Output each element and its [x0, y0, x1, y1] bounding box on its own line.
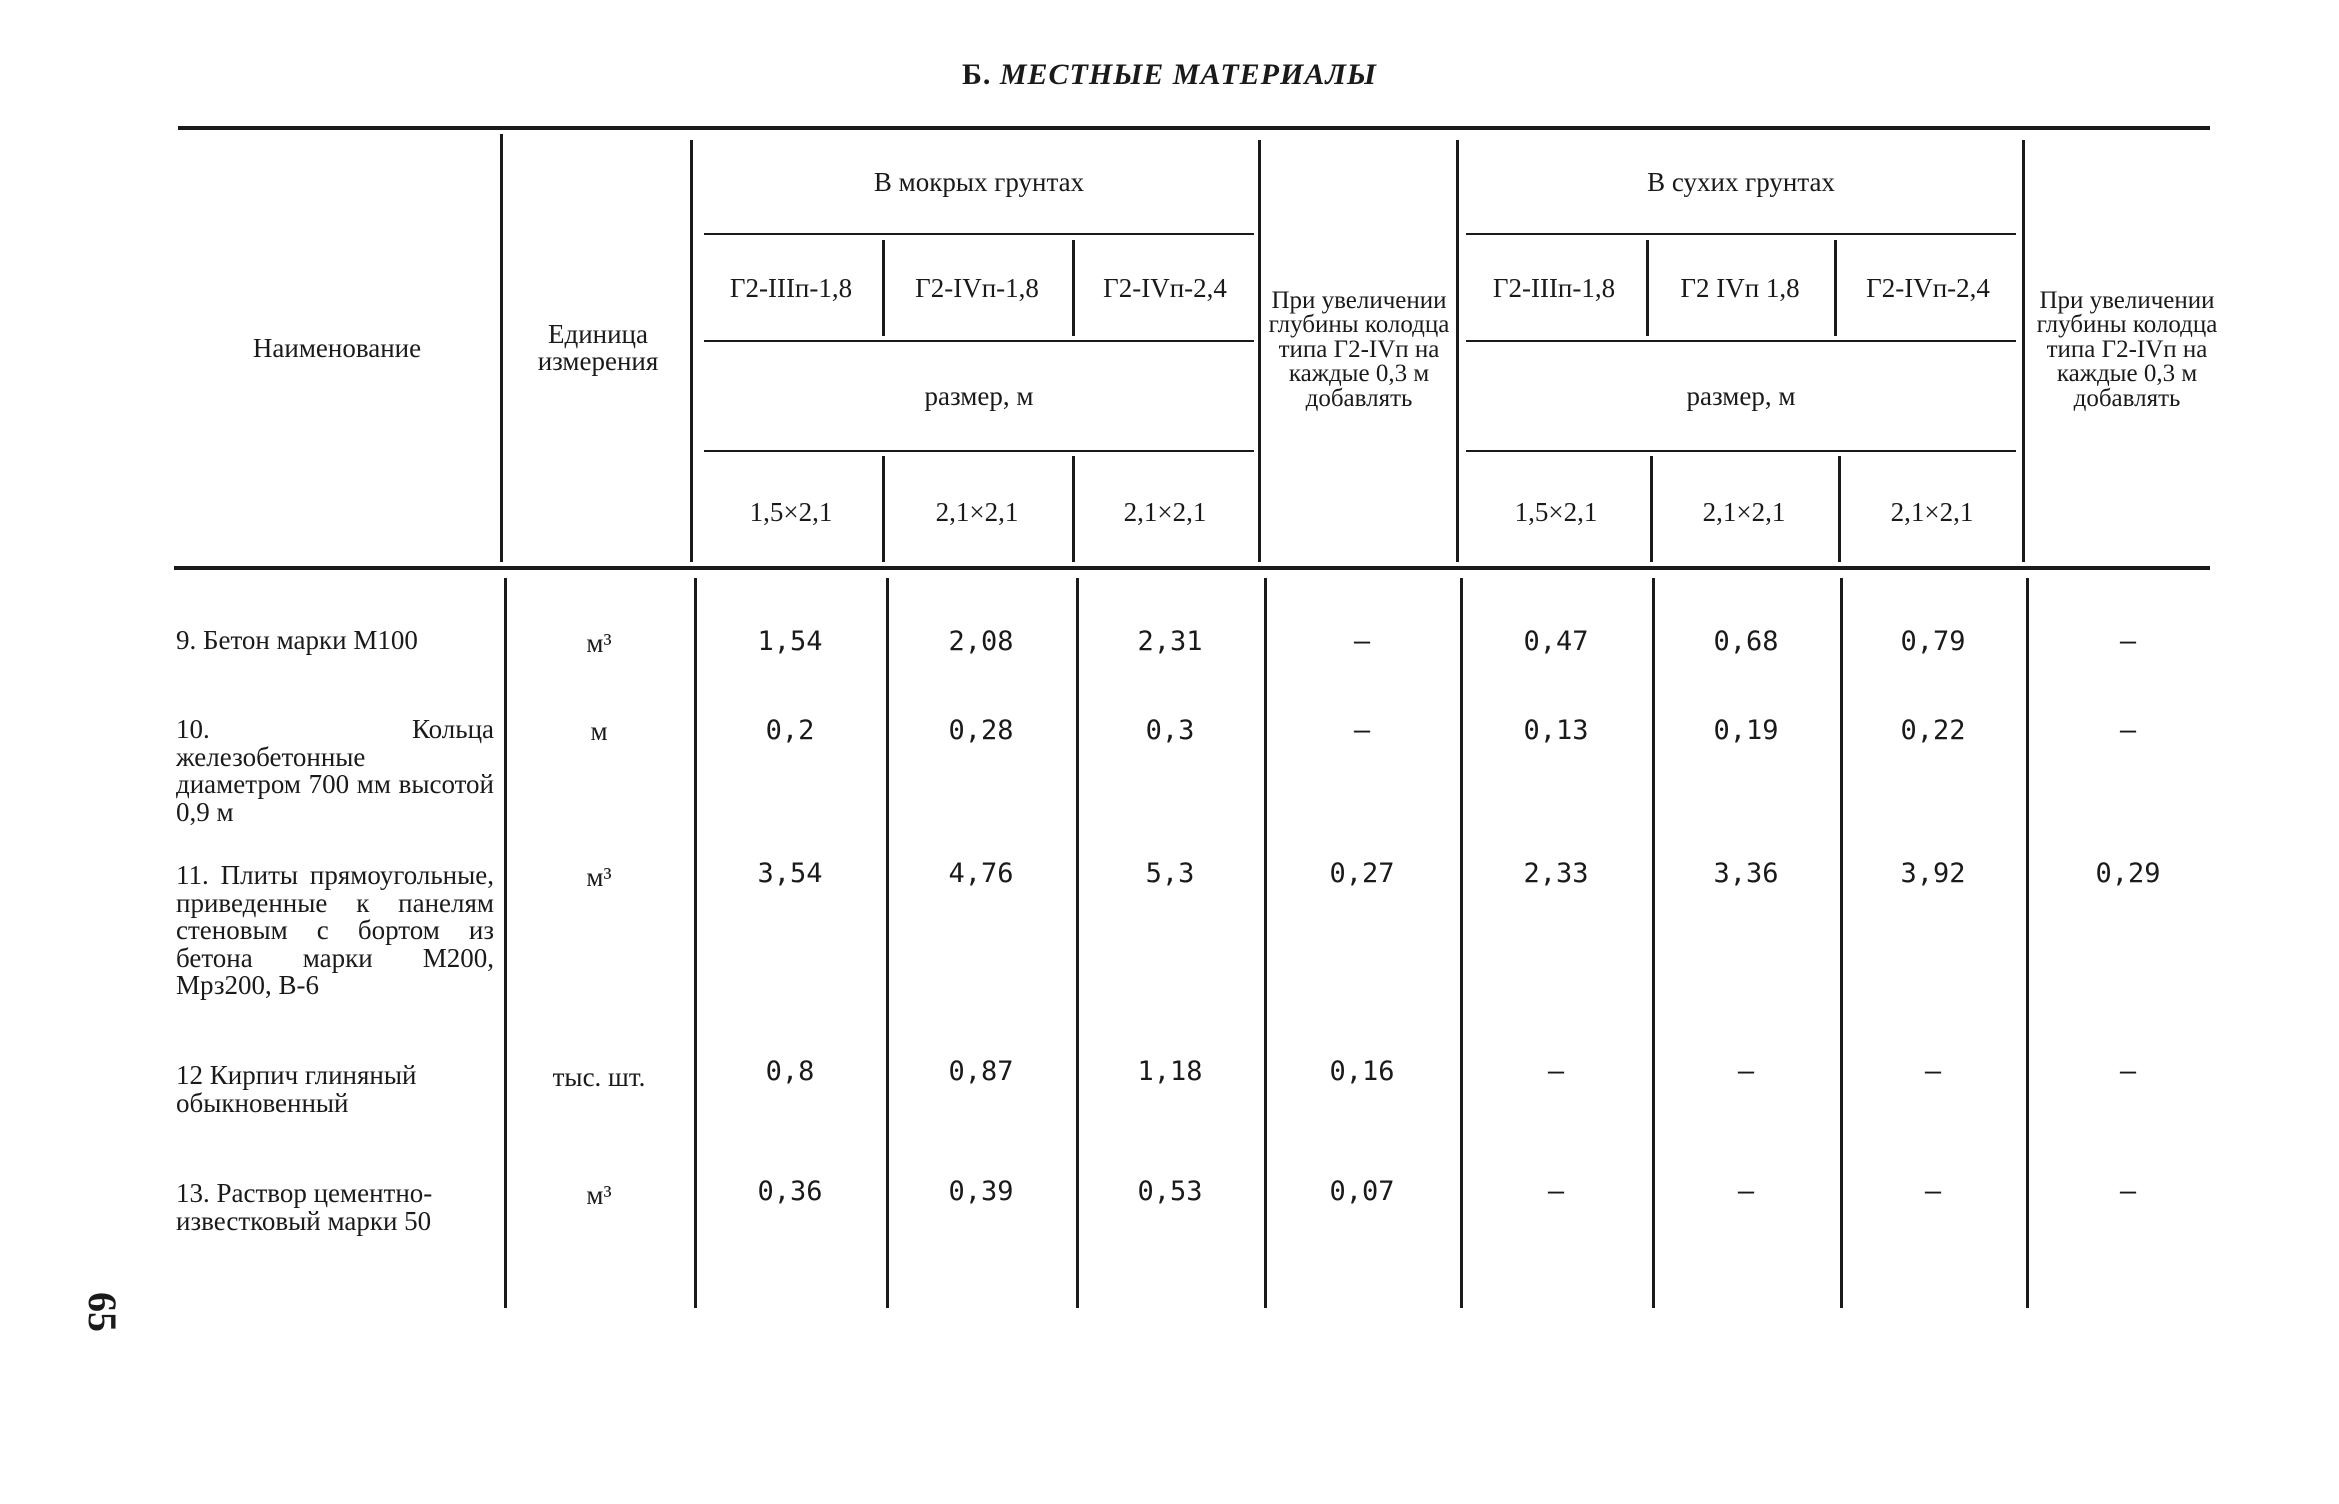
dry-type-2: Г2 IVп 1,8 — [1680, 272, 1800, 303]
row-12-dry-3: — — [1924, 1056, 1942, 1087]
col-divider-wet1-wet2-sizes — [882, 456, 885, 562]
row-12-dry-2: — — [1737, 1056, 1755, 1087]
header-name: Наименование — [252, 332, 422, 363]
wet-type-2: Г2-IVп-1,8 — [915, 272, 1039, 303]
row-9-dry-extra: — — [2119, 626, 2137, 657]
wet-types-rule — [704, 340, 1254, 342]
dry-size-label: размер, м — [1686, 380, 1796, 411]
header-wet-group: В мокрых грунтах — [873, 166, 1085, 197]
dry-size-1: 1,5×2,1 — [1514, 496, 1598, 527]
dry-size-rule — [1466, 450, 2016, 452]
col-divider-wet1-wet2 — [882, 240, 885, 336]
row-10-dry-2: 0,19 — [1713, 715, 1779, 746]
row-9-wet-2: 2,08 — [948, 626, 1014, 657]
row-11-dry-2: 3,36 — [1713, 858, 1779, 889]
row-13-dry-extra: — — [2119, 1176, 2137, 1207]
row-12-wet-2: 0,87 — [948, 1056, 1014, 1087]
row-10-name: 10. Кольца железобетонные диаметром 700 мм высотой 0,9 м — [176, 714, 494, 827]
wet-size-rule — [704, 450, 1254, 452]
dry-type-1: Г2-IIIп-1,8 — [1492, 272, 1616, 303]
col-divider-unit-wet — [690, 140, 693, 562]
row-10-unit: м — [590, 716, 608, 746]
col-divider-dry2-dry3-sizes — [1838, 456, 1841, 562]
row-12-dry-extra: — — [2119, 1056, 2137, 1087]
row-13-wet-extra: 0,07 — [1329, 1176, 1395, 1207]
header-bottom-rule — [174, 566, 2210, 570]
wet-size-1: 1,5×2,1 — [749, 496, 833, 527]
row-9-wet-1: 1,54 — [757, 626, 823, 657]
col-divider-name-unit — [500, 134, 503, 562]
row-9-dry-2: 0,68 — [1713, 626, 1779, 657]
col-divider-dry2-dry3 — [1834, 240, 1837, 336]
row-13-wet-1: 0,36 — [757, 1176, 823, 1207]
row-10-wet-extra: — — [1353, 715, 1371, 746]
row-9-dry-3: 0,79 — [1900, 626, 1966, 657]
dry-type-3: Г2-IVп-2,4 — [1866, 272, 1990, 303]
row-10-wet-2: 0,28 — [948, 715, 1014, 746]
row-11-name: 11. Плиты прямоугольные, приведенные к панелям стеновым с бортом из бетона марки М200, Мрз200, В-6 — [176, 860, 494, 1001]
row-12-unit: тыс. шт. — [552, 1062, 646, 1092]
row-12-wet-1: 0,8 — [765, 1056, 815, 1087]
row-9-wet-extra: — — [1353, 626, 1371, 657]
col-divider-wet-extra — [1258, 140, 1261, 562]
row-9-name: 9. Бетон марки М100 — [176, 625, 418, 655]
row-11-wet-extra: 0,27 — [1329, 858, 1395, 889]
row-11-wet-2: 4,76 — [948, 858, 1014, 889]
row-13-unit: м³ — [586, 1180, 612, 1210]
wet-size-3: 2,1×2,1 — [1123, 496, 1207, 527]
row-13-name: 13. Раствор цементно-известковый марки 50 — [176, 1178, 433, 1236]
dry-size-2: 2,1×2,1 — [1702, 496, 1786, 527]
row-11-wet-1: 3,54 — [757, 858, 823, 889]
header-extra-dry: При увеличении глубины колодца типа Г2-IVп на каждые 0,3 м добавлять — [2036, 286, 2218, 412]
row-12-wet-extra: 0,16 — [1329, 1056, 1395, 1087]
row-9-wet-3: 2,31 — [1137, 626, 1203, 657]
header-unit: Единица измерения — [537, 319, 659, 376]
row-11-wet-3: 5,3 — [1145, 858, 1195, 889]
row-10-wet-3: 0,3 — [1145, 715, 1195, 746]
col-divider-wet2-wet3 — [1072, 240, 1075, 336]
wet-type-3: Г2-IVп-2,4 — [1103, 272, 1227, 303]
row-9-unit: м³ — [586, 628, 612, 658]
row-11-dry-1: 2,33 — [1523, 858, 1589, 889]
col-divider-dry1-dry2 — [1646, 240, 1649, 336]
wet-group-rule — [704, 233, 1254, 235]
page-number: 65 — [80, 1292, 125, 1332]
table-top-rule — [178, 126, 2210, 130]
row-11-unit: м³ — [586, 862, 612, 892]
row-13-wet-2: 0,39 — [948, 1176, 1014, 1207]
row-13-dry-3: — — [1924, 1176, 1942, 1207]
section-title-text: МЕСТНЫЕ МАТЕРИАЛЫ — [999, 58, 1377, 91]
section-title — [0, 58, 2339, 92]
row-10-dry-1: 0,13 — [1523, 715, 1589, 746]
header-dry-group: В сухих грунтах — [1647, 166, 1835, 197]
row-9-dry-1: 0,47 — [1523, 626, 1589, 657]
col-divider-dry-extra — [2022, 140, 2025, 562]
wet-type-1: Г2-IIIп-1,8 — [729, 272, 853, 303]
dry-group-rule — [1466, 233, 2016, 235]
col-divider-wet2-wet3-sizes — [1072, 456, 1075, 562]
row-11-dry-3: 3,92 — [1900, 858, 1966, 889]
header-extra-wet: При увеличении глубины колодца типа Г2-IVп на каждые 0,3 м добавлять — [1268, 286, 1450, 412]
row-10-dry-3: 0,22 — [1900, 715, 1966, 746]
row-10-wet-1: 0,2 — [765, 715, 815, 746]
col-divider-extra-dry — [1456, 140, 1459, 562]
wet-size-label: размер, м — [924, 380, 1034, 411]
dry-size-3: 2,1×2,1 — [1890, 496, 1974, 527]
row-10-dry-extra: — — [2119, 715, 2137, 746]
row-12-dry-1: — — [1547, 1056, 1565, 1087]
section-letter: Б. — [962, 58, 992, 91]
row-13-dry-2: — — [1737, 1176, 1755, 1207]
wet-size-2: 2,1×2,1 — [935, 496, 1019, 527]
row-13-dry-1: — — [1547, 1176, 1565, 1207]
row-13-wet-3: 0,53 — [1137, 1176, 1203, 1207]
row-12-wet-3: 1,18 — [1137, 1056, 1203, 1087]
row-12-name: 12 Кирпич глиняный обыкновенный — [176, 1060, 417, 1118]
dry-types-rule — [1466, 340, 2016, 342]
row-11-dry-extra: 0,29 — [2095, 858, 2161, 889]
col-divider-dry1-dry2-sizes — [1650, 456, 1653, 562]
